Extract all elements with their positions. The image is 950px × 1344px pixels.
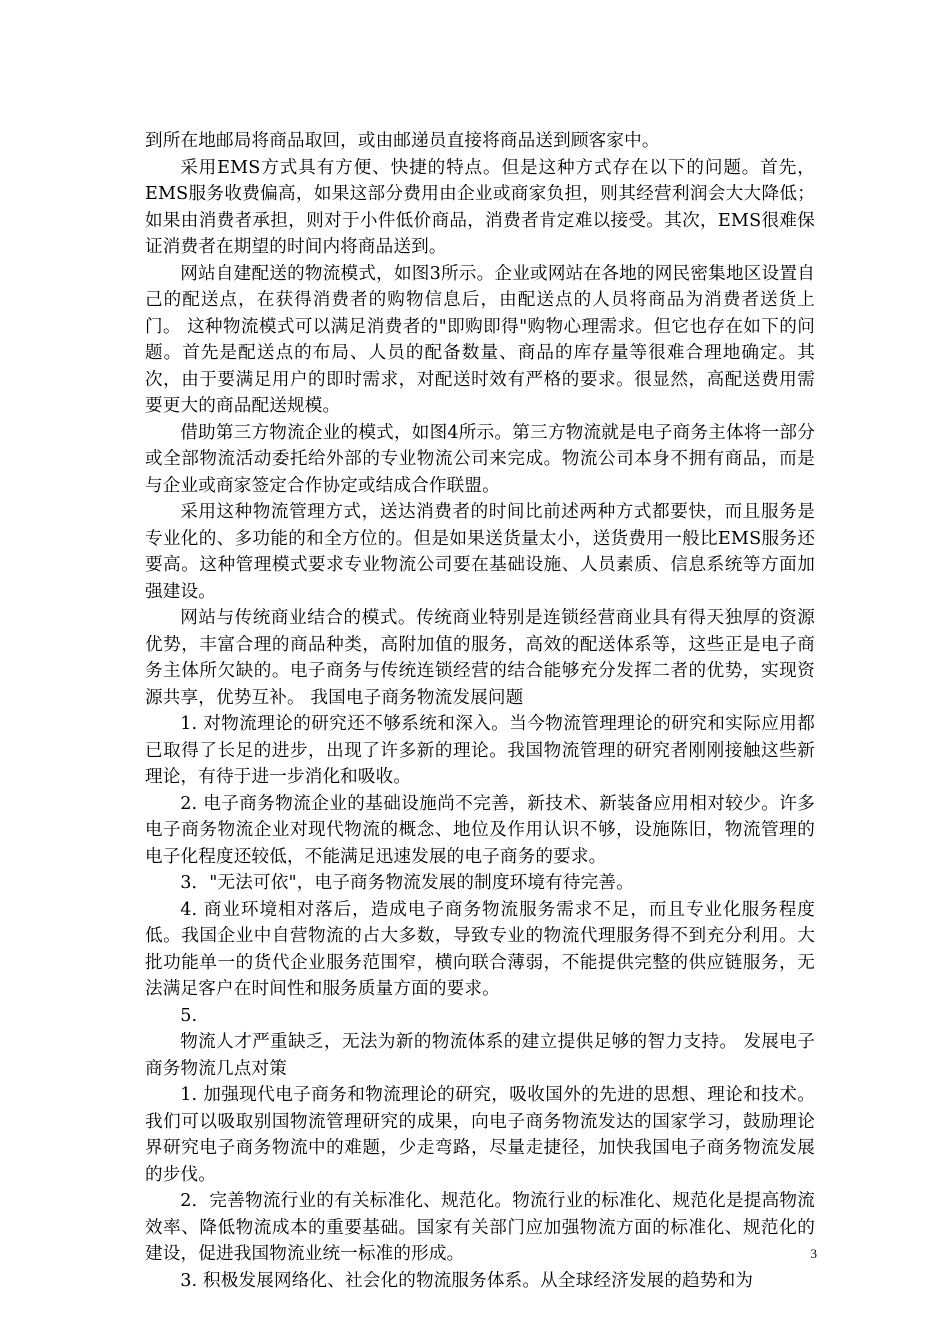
paragraph-continuation: 到所在地邮局将商品取回，或由邮递员直接将商品送到顾客家中。 [145,131,660,151]
countermeasure-item-3: 3. 积极发展网络化、社会化的物流服务体系。从全球经济发展的趋势和为 [180,1270,754,1291]
page-number: 3 [810,1246,817,1261]
paragraph-ems-features: 采用EMS方式具有方便、快捷的特点。但是这种方式存在以下的问题。首先，EMS服务收费偏高，如果这部分费用由企业或商家负担，则其经营利润会大大降低；如果由消费者承担，则对于小件低价商品，消费者肯定难以接受。其次，EMS很难保证消费者在期望的时间内将商品送到。 [145,157,815,257]
countermeasure-item-1: 1. 加强现代电子商务和物流理论的研究，吸收国外的先进的思想、理论和技术。我们可以吸取别国物流管理研究的成果，向电子商务物流发达的国家学习，鼓励理论界研究电子商务物流中的难题，少走弯路，尽量走捷径，加快我国电子商务物流发展的步伐。 [145,1085,815,1185]
problem-item-5-number: 5. [180,1005,198,1026]
problem-item-5-text: 物流人才严重缺乏，无法为新的物流体系的建立提供足够的智力支持。 发展电子商务物流几点对策 [145,1032,815,1079]
problem-item-1: 1. 对物流理论的研究还不够系统和深入。当今物流管理理论的研究和实际应用都已取得了长足的进步，出现了许多新的理论。我国物流管理的研究者刚刚接触这些新理论，有待于进一步消化和吸收。 [145,714,815,787]
problem-item-4: 4. 商业环境相对落后，造成电子商务物流服务需求不足，而且专业化服务程度低。我国企业中自营物流的占大多数，导致专业的物流代理服务得不到充分利用。大批功能单一的货代企业服务范围窄，横向联合薄弱，不能提供完整的供应链服务，无法满足客户在时间性和服务质量方面的要求。 [145,899,815,999]
problem-item-2: 2. 电子商务物流企业的基础设施尚不完善，新技术、新装备应用相对较少。许多电子商务物流企业对现代物流的概念、地位及作用认识不够，设施陈旧，物流管理的电子化程度还较低，不能满足迅速发展的电子商务的要求。 [145,793,815,867]
paragraph-third-party: 借助第三方物流企业的模式，如图4所示。第三方物流就是电子商务主体将一部分或全部物流活动委托给外部的专业物流公司来完成。物流公司本身不拥有商品，而是与企业或商家签定合作协定或结成合作联盟。 [145,422,815,496]
paragraph-traditional-commerce: 网站与传统商业结合的模式。传统商业特别是连锁经营商业具有得天独厚的资源优势，丰富合理的商品种类，高附加值的服务，高效的配送体系等，这些正是电子商务主体所欠缺的。电子商务与传统连锁经营的结合能够充分发挥二者的优势，实现资源共享，优势互补。 我国电子商务物流发展问题 [145,608,815,708]
paragraph-third-party-advantages: 采用这种物流管理方式，送达消费者的时间比前述两种方式都要快，而且服务是专业化的、多功能的和全方位的。但是如果送货量太小，送货费用一般比EMS服务还要高。这种管理模式要求专业物流公司要在基础设施、人员素质、信息系统等方面加强建设。 [145,502,815,602]
paragraph-self-delivery: 网站自建配送的物流模式，如图3所示。企业或网站在各地的网民密集地区设置自己的配送点，在获得消费者的购物信息后，由配送点的人员将商品为消费者送货上门。 这种物流模式可以满足消费者的"即购即得"购物心理需求。但它也存在如下的问题。首先是配送点的布局、人员的配备数量、商品的库存量等很难合理地确定。其次，由于要满足用户的即时需求，对配送时效有严格的要求。很显然，高配送费用需要更大的商品配送规模。 [145,263,815,416]
countermeasure-item-2: 2．完善物流行业的有关标准化、规范化。物流行业的标准化、规范化是提高物流效率、降低物流成本的重要基础。国家有关部门应加强物流方面的标准化、规范化的建设，促进我国物流业统一标准的形成。 [145,1191,815,1264]
problem-item-3: 3．"无法可依"，电子商务物流发展的制度环境有待完善。 [180,873,634,893]
body-text [145,128,815,1294]
